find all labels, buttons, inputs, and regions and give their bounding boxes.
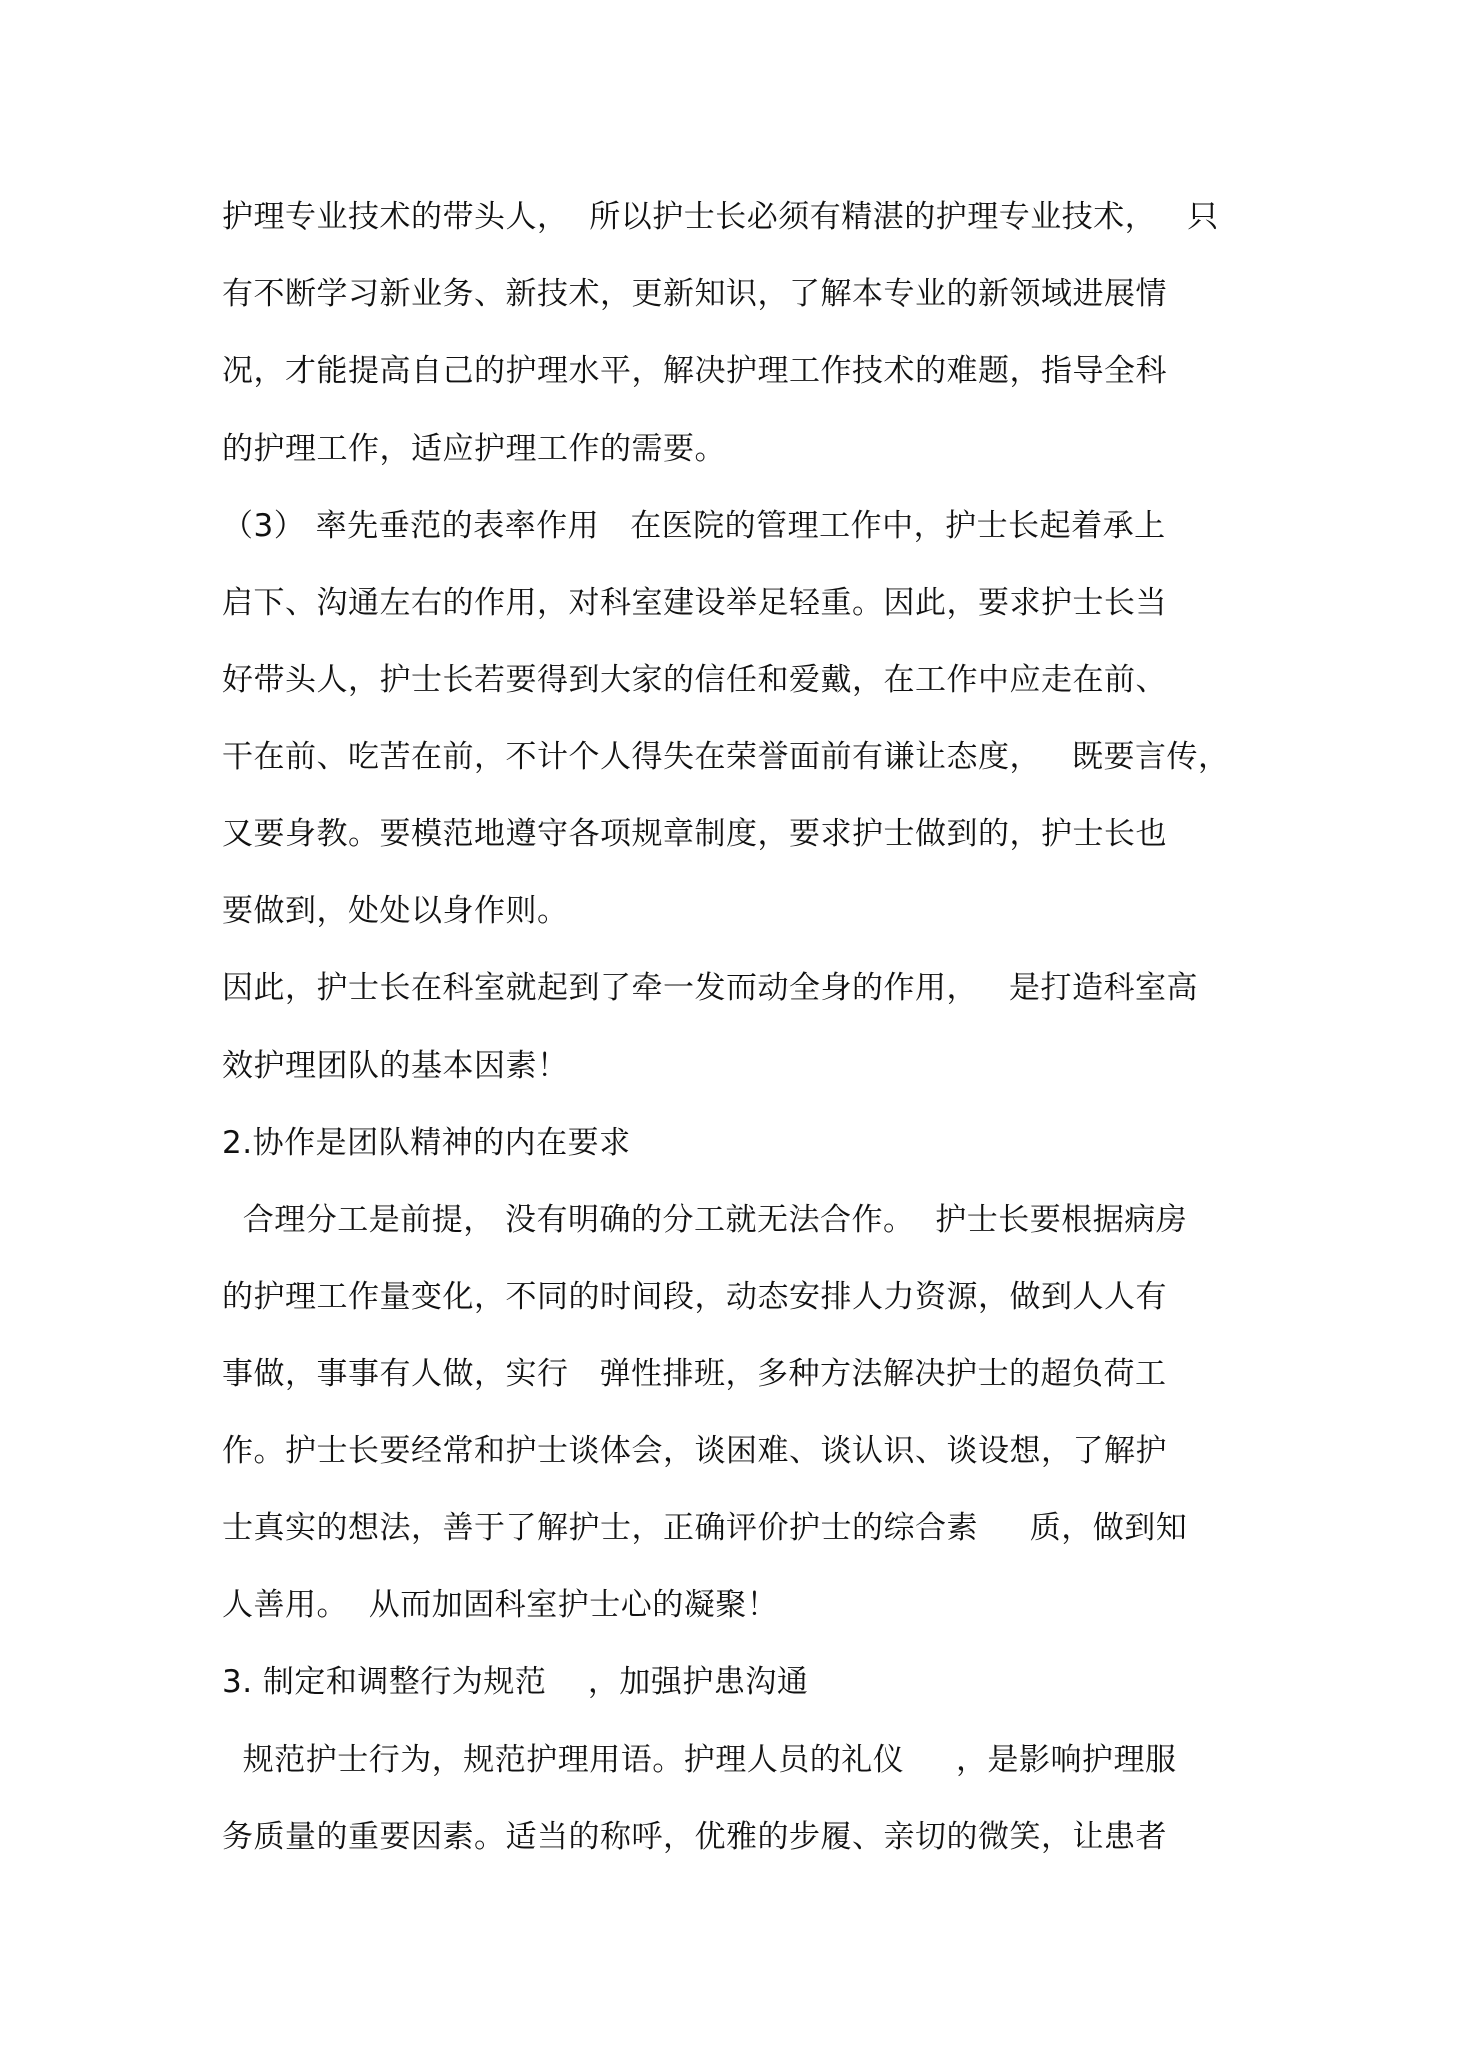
text-line: 因此，护士长在科室就起到了牵一发而动全身的作用， 是打造科室高 <box>222 970 1199 1006</box>
section-heading: 3. 制定和调整行为规范 ，加强护患沟通 <box>222 1664 809 1700</box>
text-line: 作。护士长要经常和护士谈体会，谈困难、谈认识、谈设想，了解护 <box>222 1433 1167 1469</box>
text-line: 规范护士行为，规范护理用语。护理人员的礼仪 ，是影响护理服 <box>222 1742 1177 1778</box>
text-line: 好带头人，护士长若要得到大家的信任和爱戴，在工作中应走在前、 <box>222 662 1167 698</box>
text-line: 护理专业技术的带头人， 所以护士长必须有精湛的护理专业技术， 只 <box>222 199 1219 235</box>
text-line: 的护理工作，适应护理工作的需要。 <box>222 431 726 467</box>
text-line: 干在前、吃苦在前，不计个人得失在荣誉面前有谦让态度， 既要言传， <box>222 739 1230 775</box>
text-line: 又要身教。要模范地遵守各项规章制度，要求护士做到的，护士长也 <box>222 816 1167 852</box>
text-line: 合理分工是前提， 没有明确的分工就无法合作。 护士长要根据病房 <box>222 1202 1188 1238</box>
text-line: 要做到，处处以身作则。 <box>222 893 569 929</box>
text-line: 人善用。 从而加固科室护士心的凝聚！ <box>222 1587 779 1623</box>
text-line: （3） 率先垂范的表率作用 在医院的管理工作中，护士长起着承上 <box>222 508 1166 544</box>
text-line: 启下、沟通左右的作用，对科室建设举足轻重。因此，要求护士长当 <box>222 585 1167 621</box>
text-line: 士真实的想法，善于了解护士，正确评价护士的综合素 质，做到知 <box>222 1510 1188 1546</box>
text-line: 效护理团队的基本因素！ <box>222 1048 569 1084</box>
text-line: 有不断学习新业务、新技术，更新知识，了解本专业的新领域进展情 <box>222 276 1167 312</box>
text-line: 事做，事事有人做，实行 弹性排班，多种方法解决护士的超负荷工 <box>222 1356 1167 1392</box>
text-line: 务质量的重要因素。适当的称呼，优雅的步履、亲切的微笑，让患者 <box>222 1819 1167 1855</box>
section-heading: 2.协作是团队精神的内在要求 <box>222 1125 631 1161</box>
text-line: 的护理工作量变化，不同的时间段，动态安排人力资源，做到人人有 <box>222 1279 1167 1315</box>
text-line: 况，才能提高自己的护理水平，解决护理工作技术的难题，指导全科 <box>222 353 1167 389</box>
